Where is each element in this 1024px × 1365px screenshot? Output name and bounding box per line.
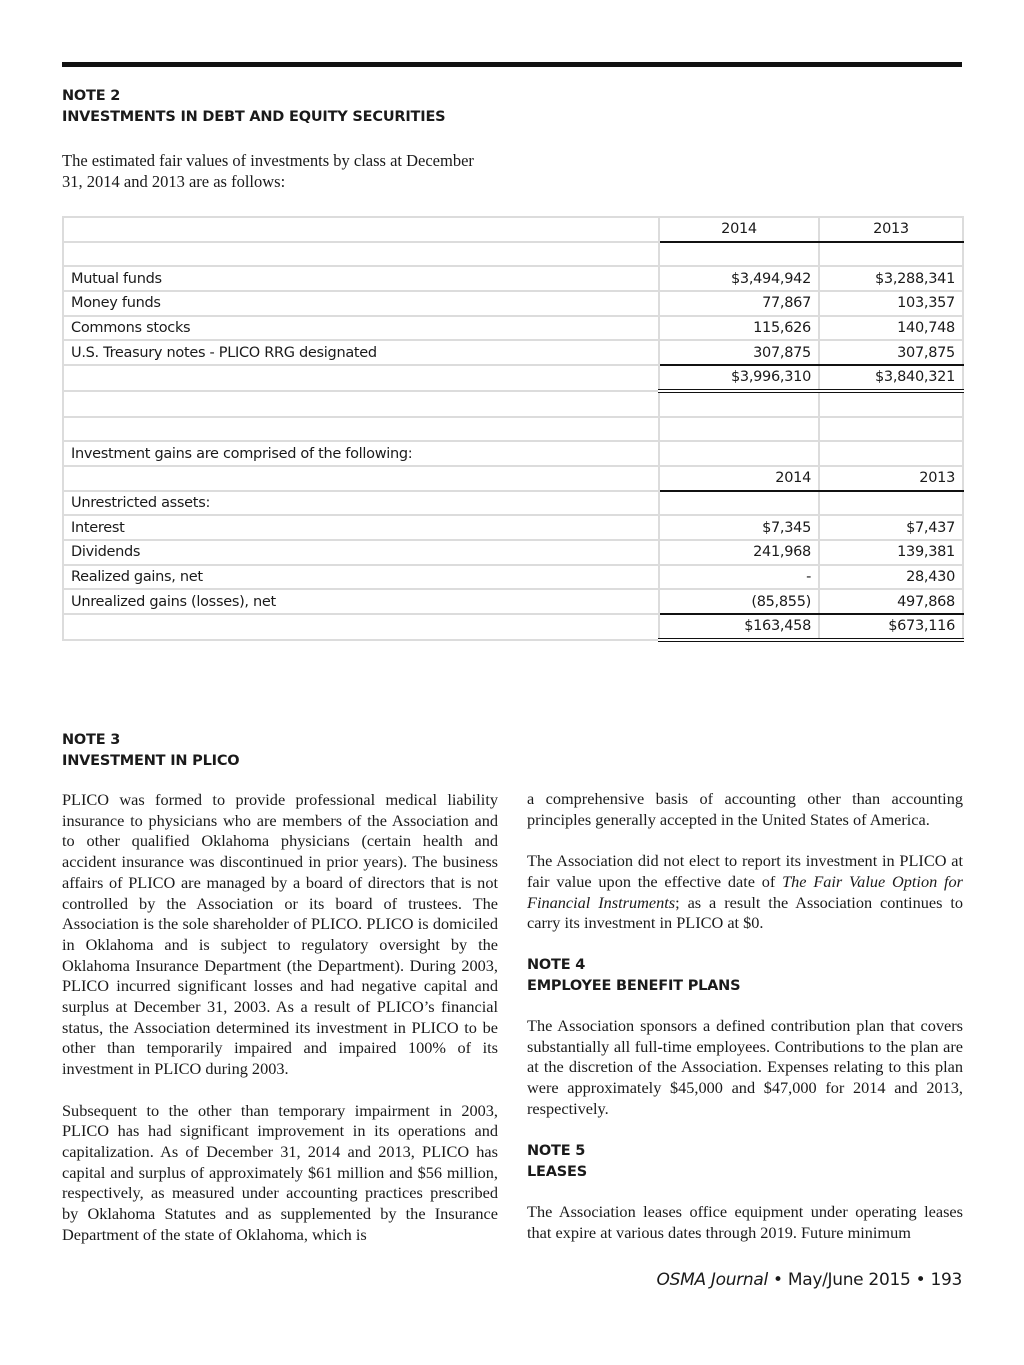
note3-paragraph-2: Subsequent to the other than temporary impairment in 2003, PLICO has had significant improvement in its operations and capitalization. As of December 31, 2014 and 2013, PLICO has capital and surplus of approximately $61 million and $56 million, respectively, as measured under accounting practices prescribed by Oklahoma Statutes and as supplemented by the Insurance Department of the state of Oklahoma, which is	[62, 1100, 498, 1244]
value-2014: (85,855)	[659, 589, 819, 614]
table-row	[63, 540, 963, 565]
standard-title: The Fair Value Option for Financial Instruments	[527, 871, 964, 912]
total-2013: $673,116	[819, 614, 963, 640]
value-2013: 28,430	[819, 565, 963, 590]
value-2013: $7,437	[819, 515, 963, 540]
column-header-2014: 2014	[659, 217, 819, 242]
gains-column-header-2013: 2013	[819, 466, 963, 491]
note5-label: NOTE 5	[527, 1143, 586, 1159]
value-2013: 497,868	[819, 589, 963, 614]
table-row	[63, 291, 963, 316]
total-2013: $3,840,321	[819, 365, 963, 391]
issue-date: May/June 2015	[787, 1270, 911, 1290]
value-2014: 77,867	[659, 291, 819, 316]
table-header-row	[63, 217, 963, 242]
value-2013: 139,381	[819, 540, 963, 565]
row-label: Commons stocks	[63, 316, 659, 341]
total-2014: $3,996,310	[659, 365, 819, 391]
note3-paragraph-3: The Association did not elect to report its investment in PLICO at fair value upon the effective date of The Fair Value Option for Financial Instruments; as a result the Association continues to carry its investment in PLICO at $0.	[527, 851, 964, 933]
note2-heading	[62, 86, 445, 128]
value-2014: 241,968	[659, 540, 819, 565]
left-column	[62, 790, 498, 1266]
note5-title: LEASES	[527, 1164, 587, 1180]
value-2014: -	[659, 565, 819, 590]
gains-header-row	[63, 466, 963, 491]
page-footer	[657, 1270, 962, 1290]
note2-title: INVESTMENTS IN DEBT AND EQUITY SECURITIES	[62, 109, 446, 125]
total-2014: $163,458	[659, 614, 819, 640]
note5-body	[527, 1202, 963, 1264]
row-label: Money funds	[63, 291, 659, 316]
row-label: U.S. Treasury notes - PLICO RRG designated	[63, 340, 659, 365]
note4-title: EMPLOYEE BENEFIT PLANS	[527, 978, 741, 994]
value-2013: $3,288,341	[819, 266, 963, 291]
value-2013: 307,875	[819, 340, 963, 365]
gains-caption-row	[63, 441, 963, 466]
page-number: 193	[930, 1270, 962, 1290]
section-label: Unrestricted assets:	[63, 491, 659, 516]
table-row-blank	[63, 242, 963, 267]
note4-body	[527, 1016, 963, 1140]
note4-label: NOTE 4	[527, 957, 586, 973]
row-label: Mutual funds	[63, 266, 659, 291]
gains-caption: Investment gains are comprised of the following:	[63, 441, 659, 466]
note5-heading	[527, 1141, 587, 1183]
row-label: Dividends	[63, 540, 659, 565]
value-2014: 115,626	[659, 316, 819, 341]
footer-separator: •	[910, 1270, 931, 1290]
note5-paragraph-1: The Association leases office equipment under operating leases that expire at various dates through 2019. Future minimum	[527, 1202, 963, 1242]
note3-title: INVESTMENT IN PLICO	[62, 753, 240, 769]
table-row	[63, 266, 963, 291]
value-2014: $3,494,942	[659, 266, 819, 291]
table-total-row	[63, 614, 963, 640]
gains-column-header-2014: 2014	[659, 466, 819, 491]
right-column	[527, 789, 963, 955]
column-header-2013: 2013	[819, 217, 963, 242]
note2-label: NOTE 2	[62, 88, 121, 104]
note4-heading	[527, 955, 740, 997]
value-2013: 140,748	[819, 316, 963, 341]
note4-paragraph-1: The Association sponsors a defined contribution plan that covers substantially all full-time employees. Contributions to the plan are at the discretion of the Association. Expenses relating to this plan were approximately $45,000 and $47,000 for 2014 and 2013, respectively.	[527, 1016, 963, 1118]
value-2013: 103,357	[819, 291, 963, 316]
note3-heading	[62, 730, 239, 772]
table-row	[63, 565, 963, 590]
table-total-row	[63, 365, 963, 391]
table-row	[63, 589, 963, 614]
table-row	[63, 515, 963, 540]
footer-separator: •	[767, 1270, 788, 1290]
top-rule	[62, 62, 962, 67]
value-2014: 307,875	[659, 340, 819, 365]
note3-label: NOTE 3	[62, 732, 121, 748]
value-2014: $7,345	[659, 515, 819, 540]
row-label: Unrealized gains (losses), net	[63, 589, 659, 614]
note2-intro: The estimated fair values of investments by class at December 31, 2014 and 2013 are as follows:	[62, 151, 474, 191]
note3-paragraph-1: PLICO was formed to provide professional medical liability insurance to physicians who are members of the Association and to other qualified Oklahoma physicians (certain health and accident insurance was discontinued in prior years). The business affairs of PLICO are managed by a board of directors that is not controlled by the Association or its board of trustees. The Association is the sole shareholder of PLICO. PLICO is domiciled in Oklahoma and is subject to regulatory oversight by the Oklahoma Insurance Department (the Department). During 2003, PLICO incurred significant losses and had negative capital and surplus at December 31, 2003. As a result of PLICO’s financial status, the Association determined its investment in PLICO to be other than temporarily impaired and impaired 100% of its investment in PLICO during 2003.	[62, 790, 498, 1079]
table-row	[63, 316, 963, 341]
journal-name: OSMA Journal	[656, 1270, 768, 1290]
row-label: Realized gains, net	[63, 565, 659, 590]
row-label: Interest	[63, 515, 659, 540]
section-label-row	[63, 491, 963, 516]
table-row	[63, 340, 963, 365]
table-row-blank	[63, 391, 963, 417]
fair-values-table	[62, 216, 964, 642]
table-row-blank	[63, 417, 963, 442]
note3-paragraph-2-continued: a comprehensive basis of accounting other than accounting principles generally accepted in the United States of America.	[527, 789, 963, 829]
